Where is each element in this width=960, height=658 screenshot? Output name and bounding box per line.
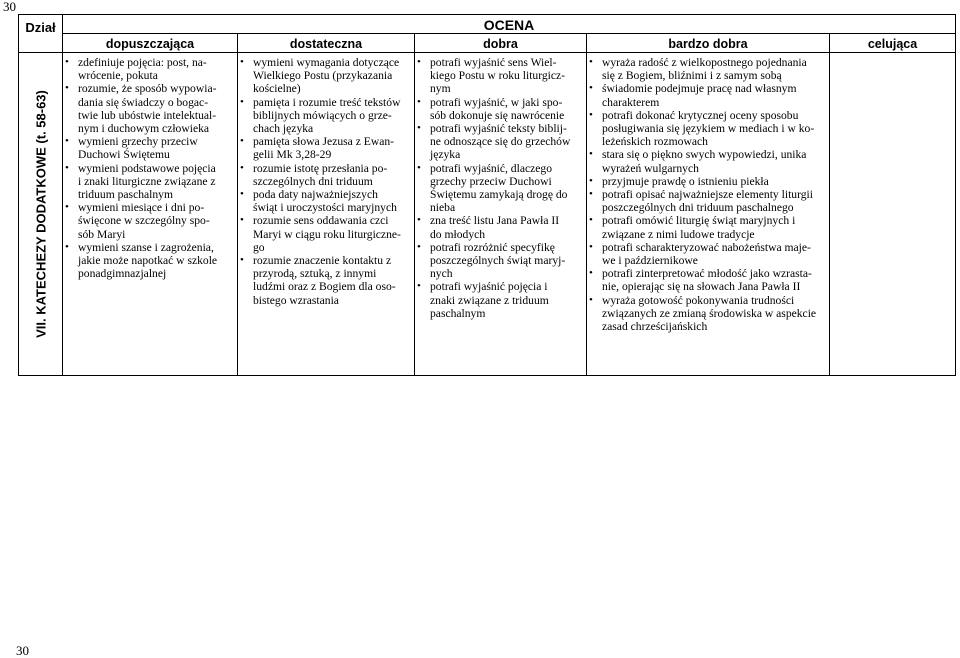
section-title-cell (19, 53, 62, 375)
dobra-list (416, 56, 585, 320)
header-dopuszczajaca: dopuszczająca (105, 37, 195, 51)
list-item: • potrafi wyjaśnić pojęcia i znaki związane z triduum paschalnym (416, 280, 585, 320)
bardzo-dobra-list (588, 56, 828, 333)
list-item: • poda daty najważniejszych świąt i uroczystości maryjnych (239, 188, 413, 214)
list-item: • pamięta słowa Jezusa z Ewan- gelii Mk 3,28-29 (239, 135, 413, 161)
list-item: • zdefiniuje pojęcia: post, na- wrócenie, pokuta (64, 56, 236, 82)
list-item: • wymieni podstawowe pojęcia i znaki liturgiczne związane z triduum paschalnym (64, 162, 236, 202)
header-dobra: dobra (483, 37, 518, 51)
list-item: • potrafi wyjaśnić, w jaki spo- sób dokonuje się nawrócenie (416, 96, 585, 122)
header-ocena: OCENA (483, 17, 535, 33)
list-item: • przyjmuje prawdę o istnieniu piekła (588, 175, 828, 188)
list-item: • pamięta i rozumie treść tekstów biblijnych mówiących o grze- chach języka (239, 96, 413, 136)
list-item: • wymieni wymagania dotyczące Wielkiego Postu (przykazania kościelne) (239, 56, 413, 96)
list-item: • wymieni szanse i zagrożenia, jakie może napotkać w szkole ponadgimnazjalnej (64, 241, 236, 281)
list-item: • potrafi rozróżnić specyfikę poszczególnych świąt maryj- nych (416, 241, 585, 281)
list-item: • rozumie sens oddawania czci Maryi w ciągu roku liturgiczne- go (239, 214, 413, 254)
list-item: • potrafi opisać najważniejsze elementy liturgii poszczególnych dni triduum paschalnego (588, 188, 828, 214)
list-item: • wyraża radość z wielkopostnego pojednania się z Bogiem, bliźnimi i z samym sobą (588, 56, 828, 82)
header-celujaca: celująca (867, 37, 918, 51)
list-item: • potrafi omówić liturgię świąt maryjnych i związane z nimi ludowe tradycje (588, 214, 828, 240)
list-item: • zna treść listu Jana Pawła II do młodych (416, 214, 585, 240)
header-dzial: Dział (25, 20, 56, 35)
dostateczna-list (239, 56, 413, 307)
list-item: • świadomie podejmuje pracę nad własnym charakterem (588, 82, 828, 108)
list-item: • potrafi zinterpretować młodość jako wzrasta- nie, opierając się na słowach Jana Pawła II (588, 267, 828, 293)
list-item: • potrafi wyjaśnić teksty biblij- ne odnoszące się do grzechów języka (416, 122, 585, 162)
list-item: • potrafi wyjaśnić sens Wiel- kiego Postu w roku liturgicz- nym (416, 56, 585, 96)
list-item: • rozumie istotę przesłania po- szczególnych dni triduum (239, 162, 413, 188)
dopuszczajaca-list (64, 56, 236, 280)
page-number-top: 30 (3, 0, 16, 14)
list-item: • wyraża gotowość pokonywania trudności związanych ze zmianą środowiska w aspekcie zasad chrześcijańskich (588, 294, 828, 334)
list-item: • stara się o piękno swych wypowiedzi, unika wyrażeń wulgarnych (588, 148, 828, 174)
header-dostateczna: dostateczna (289, 37, 363, 51)
list-item: • rozumie znaczenie kontaktu z przyrodą, sztuką, z innymi ludźmi oraz z Bogiem dla oso- bistego wzrastania (239, 254, 413, 307)
section-title: VII. KATECHEZY DODATKOWE (t. 58-63) (33, 90, 48, 338)
page-number-bottom: 30 (16, 643, 29, 658)
list-item: • potrafi scharakteryzować nabożeństwa maje- we i październikowe (588, 241, 828, 267)
list-item: • rozumie, że sposób wypowia- dania się świadczy o bogac- twie lub ubóstwie intelektual- nym i duchowym człowieka (64, 82, 236, 135)
header-bardzo-dobra: bardzo dobra (668, 37, 748, 51)
list-item: • potrafi wyjaśnić, dlaczego grzechy przeciw Duchowi Świętemu zamykają drogę do nieba (416, 162, 585, 215)
list-item: • wymieni miesiące i dni po- święcone w szczególny spo- sób Maryi (64, 201, 236, 241)
list-item: • potrafi dokonać krytycznej oceny sposobu posługiwania się językiem w mediach i w ko- leżeńskich rozmowach (588, 109, 828, 149)
list-item: • wymieni grzechy przeciw Duchowi Świętemu (64, 135, 236, 161)
